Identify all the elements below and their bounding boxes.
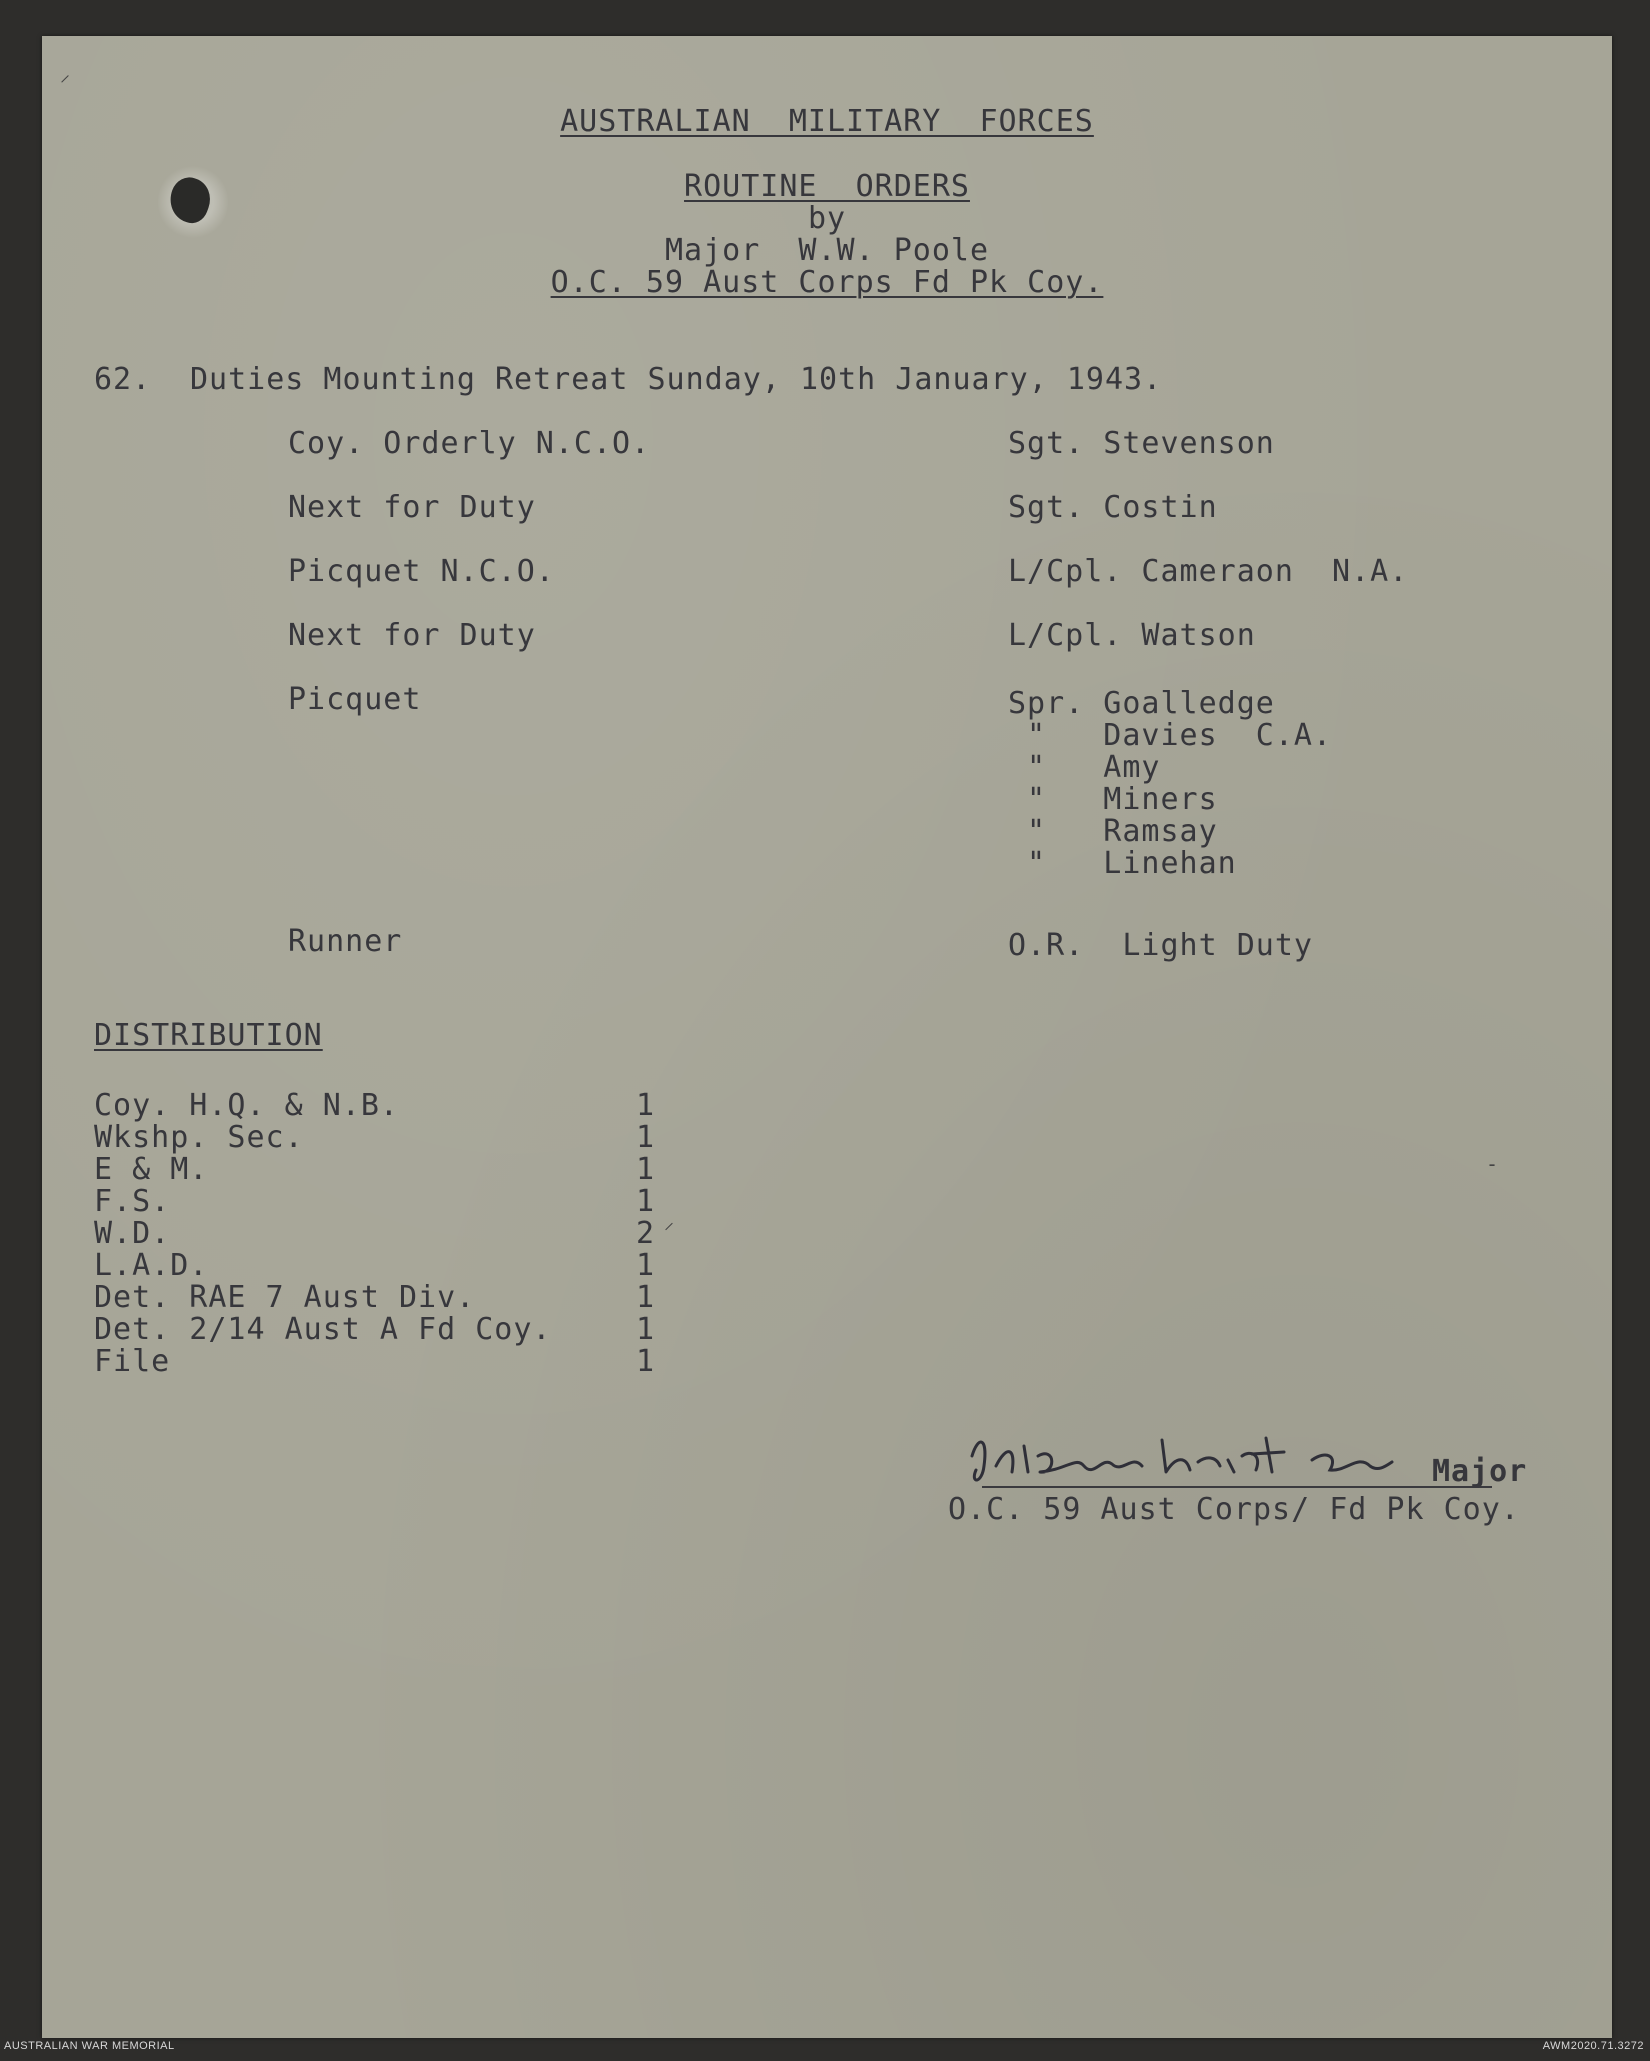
document-heading: AUSTRALIAN MILITARY FORCES (560, 104, 1094, 139)
duty-assigned: L/Cpl. Watson (1008, 618, 1256, 653)
runner-role: Runner (288, 924, 403, 959)
distribution-heading: DISTRIBUTION (94, 1018, 323, 1053)
duty-assigned: L/Cpl. Camerаon N.A. (1008, 554, 1409, 589)
distribution-copies: 2 (636, 1216, 656, 1251)
issuer-unit: O.C. 59 Aust Corps Fd Pk Coy. (550, 265, 1104, 300)
archive-credit: AUSTRALIAN WAR MEMORIAL (4, 2040, 175, 2052)
distribution-recipient: F.S. (94, 1184, 171, 1219)
distribution-copies: 1 (636, 1120, 656, 1155)
picquet-role: Picquet (288, 682, 422, 717)
distribution-recipient: Det. RAE 7 Aust Div. (94, 1280, 476, 1315)
issuer-name: Major W.W. Poole (664, 233, 990, 268)
picquet-member: " Ramsay (1008, 814, 1218, 849)
distribution-recipient: W.D. (94, 1216, 171, 1251)
distribution-recipient: L.A.D. (94, 1248, 209, 1283)
order-number: 62. (94, 362, 152, 397)
by-line: by (807, 201, 847, 236)
picquet-member: " Miners (1008, 782, 1218, 817)
distribution-recipient: Coy. H.Q. & N.B. (94, 1088, 399, 1123)
picquet-member: " Linehan (1008, 846, 1237, 881)
duty-role: Next for Duty (288, 490, 536, 525)
distribution-copies: 1 (636, 1280, 656, 1315)
order-title: Duties Mounting Retreat Sunday, 10th January, 1943. (190, 362, 1163, 397)
archive-reference: AWM2020.71.3272 (1542, 2040, 1644, 2052)
picquet-member: " Amy (1008, 750, 1161, 785)
signature-unit: O.C. 59 Aust Corps/ Fd Pk Coy. (948, 1492, 1520, 1527)
signature-rank: Major (1432, 1454, 1528, 1489)
duty-assigned: Sgt. Costin (1008, 490, 1218, 525)
distribution-copies: 1 (636, 1248, 656, 1283)
distribution-recipient: File (94, 1344, 171, 1379)
duty-role: Picquet N.C.O. (288, 554, 555, 589)
document-subheading: ROUTINE ORDERS (684, 169, 970, 204)
distribution-copies: 1 (636, 1152, 656, 1187)
duty-assigned: Sgt. Stevenson (1008, 426, 1275, 461)
picquet-member: Spr. Goаlledge (1008, 686, 1275, 721)
picquet-member: " Davies C.A. (1008, 718, 1333, 753)
document-page (42, 36, 1612, 2038)
distribution-copies: 1 (636, 1312, 656, 1347)
signature-line (982, 1486, 1492, 1488)
distribution-copies: 1 (636, 1184, 656, 1219)
pen-tick-mark: ⸍ (664, 1218, 674, 1242)
distribution-copies: 1 (636, 1088, 656, 1123)
duty-role: Next for Duty (288, 618, 536, 653)
stray-mark: ⸝ (60, 62, 70, 86)
distribution-recipient: Wkshp. Sec. (94, 1120, 304, 1155)
distribution-recipient: Det. 2/14 Aust A Fd Coy. (94, 1312, 552, 1347)
distribution-recipient: E & M. (94, 1152, 209, 1187)
duty-role: Coy. Orderly N.C.O. (288, 426, 651, 461)
distribution-copies: 1 (636, 1344, 656, 1379)
runner-assigned: O.R. Light Duty (1008, 928, 1313, 963)
stray-mark: - (1486, 1152, 1499, 1176)
